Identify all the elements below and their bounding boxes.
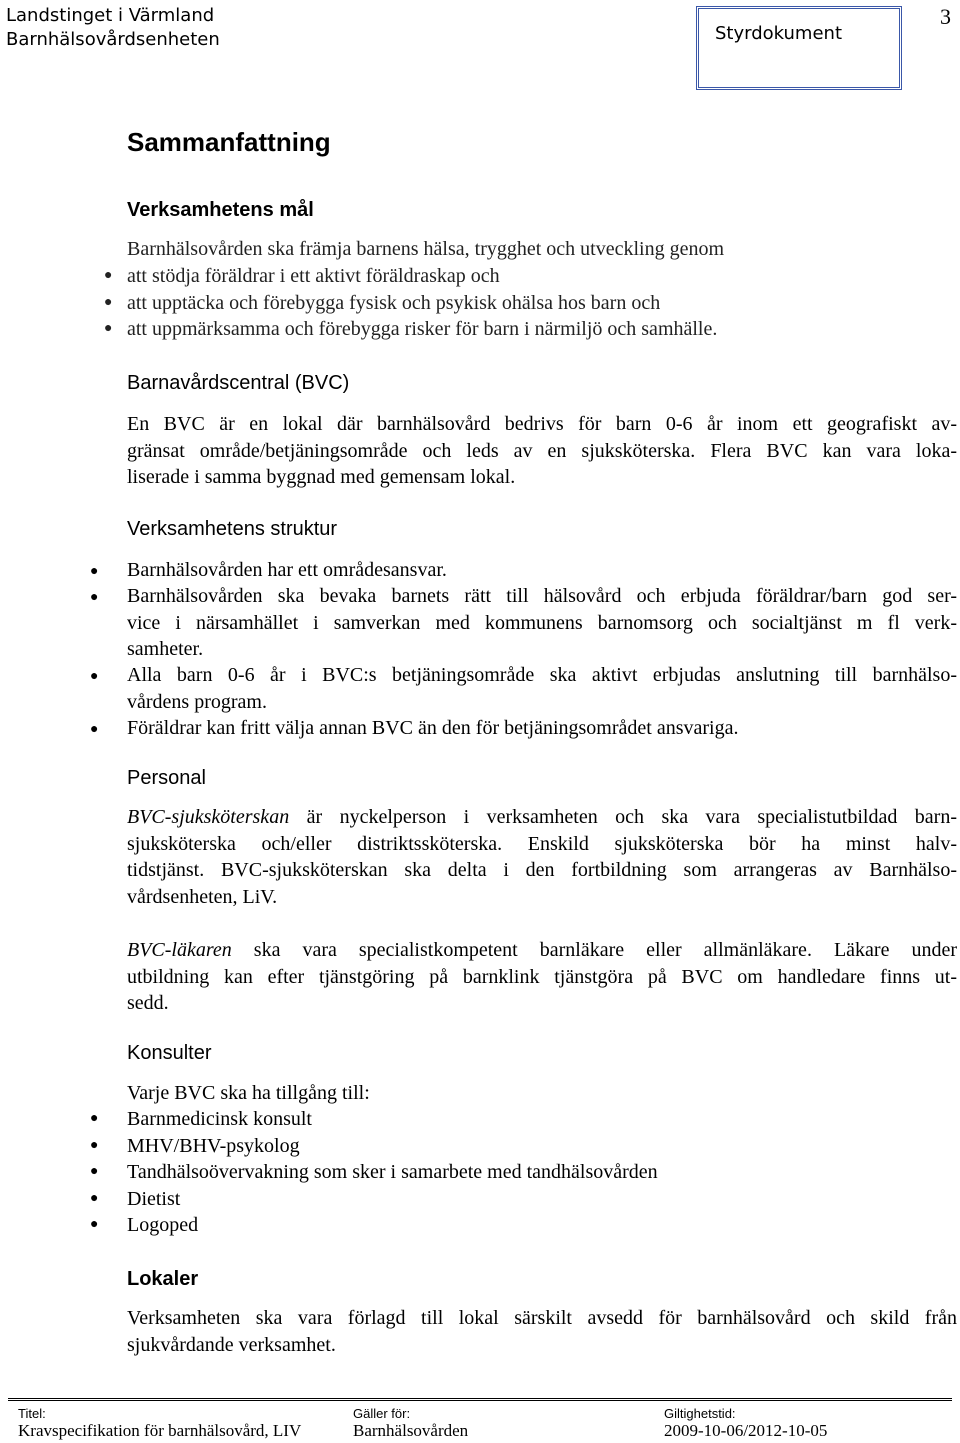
list-item: ● Dietist	[90, 1188, 181, 1210]
doc-type-label: Styrdokument	[715, 23, 843, 44]
section-heading-bvc: Barnavårdscentral (BVC)	[127, 372, 350, 394]
header-unit: Barnhälsovårdsenheten	[6, 29, 220, 50]
list-item: ● Alla barn 0-6 år i BVC:s betjäningsområde ska aktivt erbjudas anslutning till barnhälso- vårdens program.	[90, 664, 957, 713]
section-heading-mal: Verksamhetens mål	[127, 199, 314, 221]
footer-title-label: Titel:	[18, 1406, 46, 1421]
footer-validity-value: 2009-10-06/2012-10-05	[664, 1421, 828, 1440]
bullet-icon: ●	[90, 1111, 99, 1126]
konsulter-intro: Varje BVC ska ha tillgång till:	[127, 1082, 370, 1104]
page-number: 3	[940, 4, 951, 29]
list-item: ● Tandhälsoövervakning som sker i samarbete med tandhälsovården	[90, 1161, 658, 1183]
bullet-icon: ●	[90, 669, 99, 684]
section-heading-konsulter: Konsulter	[127, 1042, 212, 1064]
lokaler-paragraph: Verksamheten ska vara förlagd till lokal särskilt avsedd för barnhälsovård och skild från sjukvårdande verksamhet.	[127, 1307, 957, 1356]
bullet-icon: ●	[90, 722, 99, 737]
personal-paragraph-nurse: BVC-sjuksköterskan är nyckelperson i verksamheten och ska vara specialistutbildad barn- sjuksköterska och/eller distriktssköterska. Enskild sjuksköterska bör ha minst halv- tidstjänst. BVC-sjuksköterskan ska delta i den fortbildning som arrangeras av Barnhälso- vårdsenheten, LiV.	[127, 806, 957, 908]
bullet-icon: ●	[90, 590, 99, 605]
list-item: ● Barnhälsovården ska bevaka barnets rätt till hälsovård och erbjuda föräldrar/barn god ser- vice i närsamhället i samverkan med kommunens barnomsorg och socialtjänst m fl verk- samheter.	[90, 585, 957, 660]
bullet-icon: ●	[90, 1191, 99, 1206]
list-item: ● Föräldrar kan fritt välja annan BVC än den för betjäningsområdet ansvariga.	[127, 715, 957, 742]
term-doctor: BVC-läkaren	[127, 939, 232, 961]
bullet-icon: ●	[90, 1217, 99, 1232]
section-heading-personal: Personal	[127, 767, 206, 789]
section-heading-lokaler: Lokaler	[127, 1268, 199, 1290]
footer-validity-label: Giltighetstid:	[664, 1406, 736, 1421]
personal-paragraph-doctor: BVC-läkaren ska vara specialistkompetent barnläkare eller allmänläkare. Läkare under utbildning kan efter tjänstgöring på barnklink tjänstgöra på BVC om handledare finns ut- sedd.	[127, 939, 957, 1014]
doc-type-box	[696, 6, 902, 90]
page-title: Sammanfattning	[127, 127, 331, 157]
bullet-icon: ●	[104, 321, 113, 336]
bvc-paragraph: En BVC är en lokal där barnhälsovård bedrivs för barn 0-6 år inom ett geografiskt av- gränsat område/betjäningsområde och leds av en sjuksköterska. Flera BVC kan vara loka- liserade i samma byggnad med gemensam lokal.	[127, 413, 957, 488]
bullet-icon: ●	[104, 268, 113, 283]
header-left	[6, 4, 220, 52]
list-item: ● Barnhälsovården har ett områdesansvar.	[127, 557, 957, 584]
header-org: Landstinget i Värmland	[6, 5, 215, 26]
bullet-icon: ●	[90, 564, 99, 579]
footer-applies-value: Barnhälsovården	[353, 1421, 469, 1440]
footer-applies-label: Gäller för:	[353, 1406, 411, 1421]
section-heading-struktur: Verksamhetens struktur	[127, 518, 338, 540]
bullet-icon: ●	[104, 295, 113, 310]
term-nurse: BVC-sjuksköterskan	[127, 806, 290, 828]
mal-intro: Barnhälsovården ska främja barnens hälsa, trygghet och utveckling genom	[127, 238, 725, 260]
list-item: ● att upptäcka och förebygga fysisk och psykisk ohälsa hos barn och	[104, 292, 661, 314]
list-item: ● att uppmärksamma och förebygga risker för barn i närmiljö och samhälle.	[104, 318, 718, 340]
bullet-icon: ●	[90, 1138, 99, 1153]
footer-divider	[8, 1398, 952, 1401]
list-item: ● Barnmedicinsk konsult	[90, 1108, 312, 1130]
bullet-icon: ●	[90, 1164, 99, 1179]
list-item: ● MHV/BHV-psykolog	[90, 1135, 300, 1157]
footer-title-value: Kravspecifikation för barnhälsovård, LIV	[18, 1421, 302, 1440]
list-item: ● att stödja föräldrar i ett aktivt föräldraskap och	[104, 265, 500, 287]
list-item: ● Logoped	[90, 1214, 199, 1236]
